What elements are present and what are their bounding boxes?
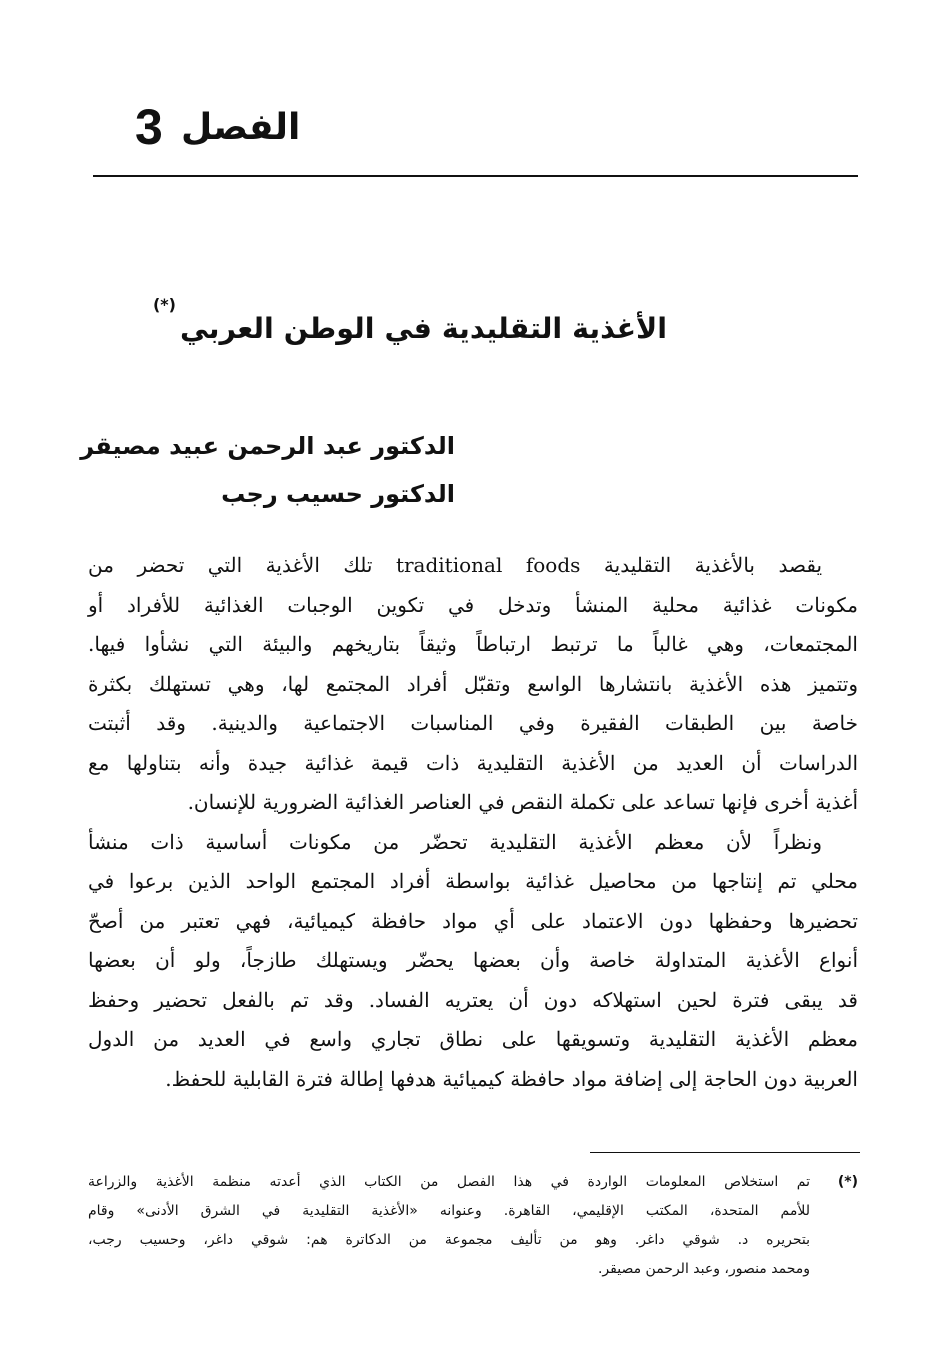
body-paragraphs [88,546,858,1099]
body-line: وتتميز هذه الأغذية بانتشارها الواسع وتقبّل أفراد المجتمع لها، وهي تستهلك بكثرة [88,671,858,696]
author-name: الدكتور عبد الرحمن عبيد مصيقر [80,432,455,460]
body-line: ونظراً لأن معظم الأغذية التقليدية تحضّر من مكونات أساسية ذات منشأ [88,829,822,854]
author-list [55,422,455,518]
footnote-line: بتحريره د. شوقي داغر. وهو من تأليف مجموعة من الدكاترة هم: شوقي داغر، وحسيب رجب، [88,1232,810,1248]
body-line: مكونات غذائية محلية المنشأ وتدخل في تكوين الوجبات الغذائية للأفراد أو [88,592,858,617]
footnote-divider [590,1152,860,1153]
footnote-line: للأمم المتحدة، المكتب الإقليمي، القاهرة. وعنوانه «الأغذية التقليدية في الشرق الأدنى» وقام [88,1203,810,1219]
author-name: الدكتور حسيب رجب [221,480,455,508]
body-line: الدراسات أن العديد من الأغذية التقليدية ذات قيمة غذائية جيدة وأنه بتناولها مع [88,750,858,775]
body-line: قد يبقى فترة لحين استهلاكه دون أن يعتريه الفساد. وقد تم بالفعل تحضير وحفظ [88,987,858,1012]
body-line: تحضيرها وحفظها دون الاعتماد على أي مواد حافظة كيميائية، فهي تعتبر من أصحّ [88,908,858,933]
chapter-number: 3 [135,99,164,155]
footnote-line: ومحمد منصور، وعبد الرحمن مصيقر. [597,1261,810,1277]
body-line: أغذية أخرى فإنها تساعد على تكملة النقص في العناصر الغذائية الضرورية للإنسان. [187,790,858,814]
body-line: خاصة بين الطبقات الفقيرة وفي المناسبات الاجتماعية والدينية. وقد أثبتت [88,711,858,735]
chapter-label: الفصل [181,107,301,148]
title-footnote-mark: (*) [152,295,176,314]
chapter-title-text: الأغذية التقليدية في الوطن العربي [179,312,668,345]
body-line: معظم الأغذية التقليدية وتسويقها على نطاق تجاري واسع في العديد من الدول [88,1027,858,1051]
footnote-text [88,1168,810,1284]
footnote [88,1168,858,1284]
chapter-title [150,270,670,364]
body-line: أنواع الأغذية المتداولة خاصة وأن بعضها يحضّر ويستهلك طازجاً، ولو أن بعضها [88,948,858,972]
footnote-line: تم استخلاص المعلومات الواردة في هذا الفصل من الكتاب الذي أعدته منظمة الأغذية والزراعة [88,1174,810,1190]
chapter-header [135,92,735,162]
body-line: محلي تم إنتاجها من محاصيل غذائية بواسطة أفراد المجتمع الواحد الذين برعوا في [88,869,858,893]
body-line: المجتمعات، وهي غالباً ما ترتبط ارتباطاً وثيقاً بتاريخهم والبيئة التي نشأوا فيها. [88,632,858,656]
footnote-mark: (*) [837,1174,858,1190]
body-line: يقصد بالأغذية التقليدية traditional foods تلك الأغذية التي تحضر من [88,553,823,577]
body-line: العربية دون الحاجة إلى إضافة مواد حافظة كيميائية هدفها إطالة فترة القابلية للحفظ. [165,1066,858,1091]
header-divider [93,175,858,177]
